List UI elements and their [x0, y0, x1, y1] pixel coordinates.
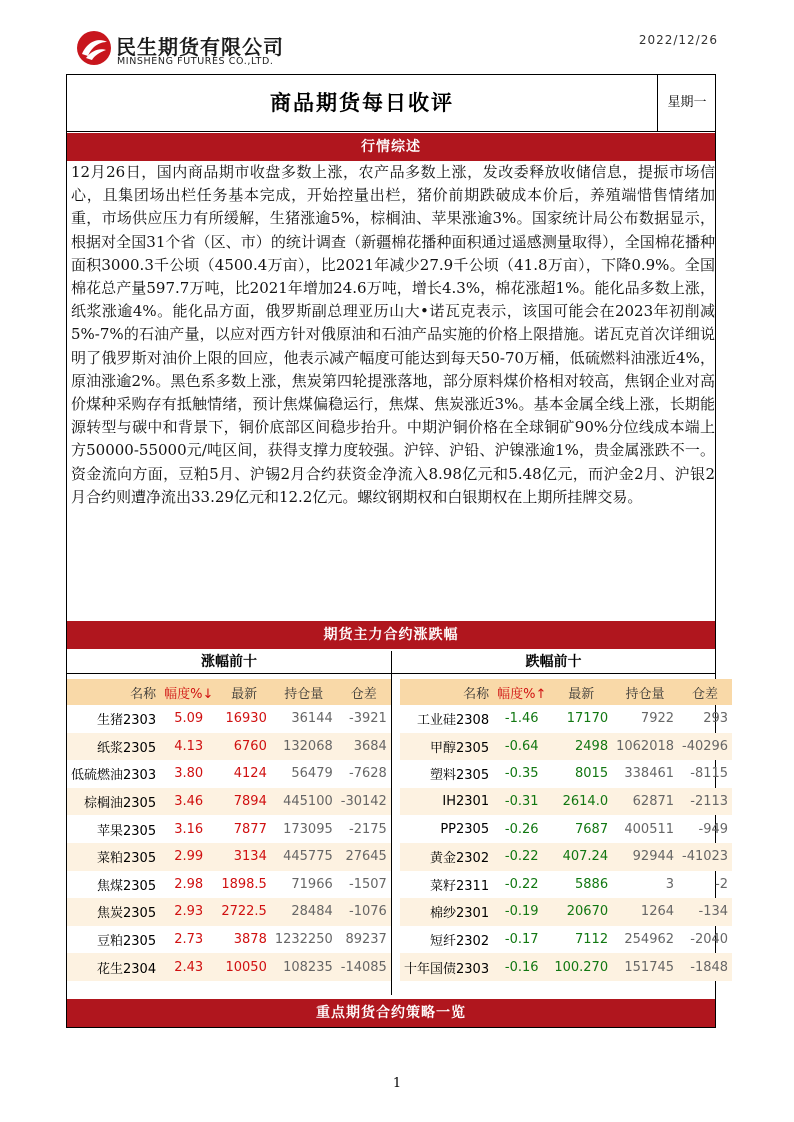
table-row: [67, 733, 391, 761]
open-interest: 445100: [271, 788, 337, 816]
section-strategy-header: 重点期货合约策略一览: [67, 999, 715, 1027]
change-pct: 3.80: [174, 766, 204, 782]
last-price: 3878: [233, 932, 267, 948]
oi-change: 293: [703, 711, 729, 727]
open-interest: 1232250: [274, 932, 333, 948]
change-pct: -0.16: [493, 953, 550, 981]
contract-name: 菜籽2311: [430, 878, 490, 894]
last-price: 6760: [217, 733, 271, 761]
last-price: 8015: [575, 766, 609, 782]
oi-change: -3921: [349, 711, 387, 727]
section-movers-header: 期货主力合约涨跌幅: [67, 621, 715, 649]
table-row: [400, 926, 732, 954]
change-pct: 5.09: [174, 711, 204, 727]
company-name-en: MINSHENG FUTURES CO.,LTD.: [117, 56, 274, 67]
contract-name: 焦煤2305: [97, 878, 157, 894]
change-pct: 2.98: [174, 876, 204, 892]
table-row: [67, 871, 391, 899]
contract-name: IH2301: [400, 788, 493, 816]
panel-divider: [391, 651, 392, 995]
change-pct: 2.93: [160, 898, 217, 926]
contract-name: 花生2304: [67, 953, 160, 981]
oi-change: -30142: [337, 788, 391, 816]
contract-name: 工业硅2308: [417, 713, 490, 729]
table-row: [67, 926, 391, 954]
last-price: 7877: [233, 821, 267, 837]
contract-name: 塑料2305: [430, 768, 490, 784]
oi-change: 89237: [345, 932, 387, 948]
table-row: [400, 898, 732, 926]
open-interest: 7922: [640, 711, 675, 727]
open-interest: 71966: [291, 876, 333, 892]
contract-name: 纸浆2305: [67, 733, 160, 761]
title-row: [67, 75, 715, 132]
oi-change: -8115: [690, 766, 729, 782]
oi-change: -14085: [337, 953, 391, 981]
col-open-interest: 持仓量: [271, 679, 337, 705]
last-price: 17170: [566, 711, 609, 727]
weekday: 星期一: [657, 75, 716, 131]
section-overview-header: 行情综述: [67, 133, 715, 161]
col-oi-change: 仓差: [678, 679, 732, 705]
oi-change: -2040: [690, 932, 729, 948]
last-price: 1898.5: [221, 876, 267, 892]
last-price: 407.24: [550, 843, 612, 871]
change-pct: -0.17: [504, 932, 539, 948]
open-interest: 151745: [612, 953, 678, 981]
table-row: [400, 953, 732, 981]
change-pct: 2.99: [160, 843, 217, 871]
change-pct: 3.46: [160, 788, 217, 816]
change-pct: -0.22: [504, 876, 539, 892]
change-pct: -0.22: [493, 843, 550, 871]
open-interest: 445775: [271, 843, 337, 871]
open-interest: 1264: [612, 898, 678, 926]
report-date: 2022/12/26: [638, 33, 718, 47]
change-pct: -0.64: [493, 733, 550, 761]
oi-change: -949: [698, 821, 729, 837]
last-price: 4124: [233, 766, 267, 782]
losers-header-row: [400, 679, 732, 705]
col-open-interest: 持仓量: [612, 679, 678, 705]
table-row: [400, 788, 732, 816]
last-price: 2498: [550, 733, 612, 761]
contract-name: 十年国债2303: [400, 953, 493, 981]
oi-change: -2: [715, 876, 729, 892]
col-name: 名称: [400, 679, 493, 705]
contract-name: 棕榈油2305: [67, 788, 160, 816]
gainers-header-row: [67, 679, 391, 705]
oi-change: -1076: [337, 898, 391, 926]
table-row: [67, 898, 391, 926]
last-price: 3134: [217, 843, 271, 871]
open-interest: 56479: [291, 766, 333, 782]
contract-name: 生猪2303: [97, 713, 157, 729]
contract-name: 黄金2302: [400, 843, 493, 871]
company-logo: [76, 26, 316, 72]
open-interest: 62871: [612, 788, 678, 816]
table-row: [67, 760, 391, 788]
open-interest: 400511: [624, 821, 675, 837]
oi-change: -7628: [349, 766, 387, 782]
last-price: 7687: [575, 821, 609, 837]
oi-change: -1507: [349, 876, 387, 892]
col-change: 幅度%↑: [493, 679, 550, 705]
col-oi-change: 仓差: [337, 679, 391, 705]
company-name-cn: 民生期货有限公司: [116, 35, 284, 59]
contract-name: 焦炭2305: [67, 898, 160, 926]
table-row: [67, 705, 391, 733]
contract-name: 短纤2302: [430, 934, 490, 950]
col-last: 最新: [217, 679, 271, 705]
last-price: 20670: [550, 898, 612, 926]
change-pct: -0.26: [504, 821, 539, 837]
last-price: 7894: [217, 788, 271, 816]
open-interest: 338461: [624, 766, 675, 782]
gainers-table: [67, 679, 391, 981]
change-pct: -0.19: [493, 898, 550, 926]
losers-table: [400, 679, 732, 981]
table-row: [67, 953, 391, 981]
contract-name: 棉纱2301: [400, 898, 493, 926]
oi-change: -40296: [678, 733, 732, 761]
contract-name: 低硫燃油2303: [71, 768, 157, 784]
last-price: 2614.0: [550, 788, 612, 816]
col-change: 幅度%↓: [160, 679, 217, 705]
table-row: [400, 705, 732, 733]
change-pct: -1.46: [504, 711, 539, 727]
open-interest: 132068: [271, 733, 337, 761]
oi-change: -41023: [678, 843, 732, 871]
oi-change: -134: [678, 898, 732, 926]
change-pct: 3.16: [174, 821, 204, 837]
change-pct: -0.31: [493, 788, 550, 816]
open-interest: 254962: [624, 932, 675, 948]
contract-name: 甲醇2305: [400, 733, 493, 761]
col-name: 名称: [67, 679, 160, 705]
minsheng-logo-icon: [76, 30, 112, 66]
gainers-title: 涨幅前十: [67, 651, 391, 674]
table-row: [400, 815, 732, 843]
contract-name: 豆粕2305: [97, 934, 157, 950]
open-interest: 3: [665, 876, 675, 892]
oi-change: -1848: [678, 953, 732, 981]
oi-change: -2113: [678, 788, 732, 816]
table-row: [67, 843, 391, 871]
col-last: 最新: [550, 679, 612, 705]
last-price: 2722.5: [217, 898, 271, 926]
change-pct: -0.35: [504, 766, 539, 782]
oi-change: 27645: [337, 843, 391, 871]
open-interest: 108235: [271, 953, 337, 981]
open-interest: 28484: [271, 898, 337, 926]
open-interest: 92944: [612, 843, 678, 871]
contract-name: 苹果2305: [97, 823, 157, 839]
table-row: [67, 788, 391, 816]
change-pct: 4.13: [160, 733, 217, 761]
open-interest: 36144: [291, 711, 333, 727]
market-overview-text: 12月26日，国内商品期市收盘多数上涨，农产品多数上涨，发改委释放收储信息，提振市场信心，且集团场出栏任务基本完成，开始控量出栏，猪价前期跌破成本价后，养殖端惜售情绪加重，市场供应压力有所缓解，生猪涨逾5%，棕榈油、苹果涨逾3%。国家统计局公布数据显示，根据对全国31个省（区、市）的统计调查（新疆棉花播种面积通过遥感测量取得），全国棉花播种面积3000.3千公顷（4500.4万亩），比2021年减少27.9千公顷（41.8万亩），下降0.9%。全国棉花总产量597.7万吨，比2021年增加24.6万吨，增长4.3%，棉花涨超1%。能化品多数上涨，纸浆涨逾4%。能化品方面，俄罗斯副总理亚历山大•诺瓦克表示，该国可能会在2023年初削减5%-7%的石油产量，以应对西方针对俄原油和石油产品实施的价格上限措施。诺瓦克首次详细说明了俄罗斯对油价上限的回应，他表示减产幅度可能达到每天50-70万桶，低硫燃料油涨近4%，原油涨逾2%。黑色系多数上涨，焦炭第四轮提涨落地，部分原料煤价格相对较高，焦钢企业对高价煤种采购存有抵触情绪，预计焦煤偏稳运行，焦煤、焦炭涨近3%。基本金属全线上涨，长期能源转型与碳中和背景下，铜价底部区间稳步抬升。中期沪铜价格在全球铜矿90%分位线成本端上方50000-55000元/吨区间，获得支撑力度较强。沪锌、沪铅、沪镍涨逾1%，贵金属涨跌不一。资金流向方面，豆粕5月、沪锡2月合约获资金净流入8.98亿元和5.48亿元，而沪金2月、沪银2月合约则遭净流出33.29亿元和12.2亿元。螺纹钢期权和白银期权在上期所挂牌交易。: [71, 163, 715, 506]
oi-change: -2175: [349, 821, 387, 837]
table-row: [400, 733, 732, 761]
table-row: [400, 843, 732, 871]
losers-title: 跌幅前十: [392, 651, 715, 674]
last-price: 5886: [575, 876, 609, 892]
change-pct: 2.43: [160, 953, 217, 981]
table-row: [400, 760, 732, 788]
table-row: [67, 815, 391, 843]
table-row: [400, 871, 732, 899]
last-price: 10050: [217, 953, 271, 981]
page-number: 1: [392, 1076, 402, 1091]
change-pct: 2.73: [174, 932, 204, 948]
open-interest: 1062018: [612, 733, 678, 761]
last-price: 100.270: [550, 953, 612, 981]
report-title: 商品期货每日收评: [270, 91, 454, 115]
last-price: 7112: [575, 932, 609, 948]
contract-name: 菜粕2305: [67, 843, 160, 871]
open-interest: 173095: [283, 821, 333, 837]
oi-change: 3684: [337, 733, 391, 761]
contract-name: PP2305: [440, 821, 490, 837]
report-frame: [66, 74, 729, 1028]
last-price: 16930: [225, 711, 267, 727]
